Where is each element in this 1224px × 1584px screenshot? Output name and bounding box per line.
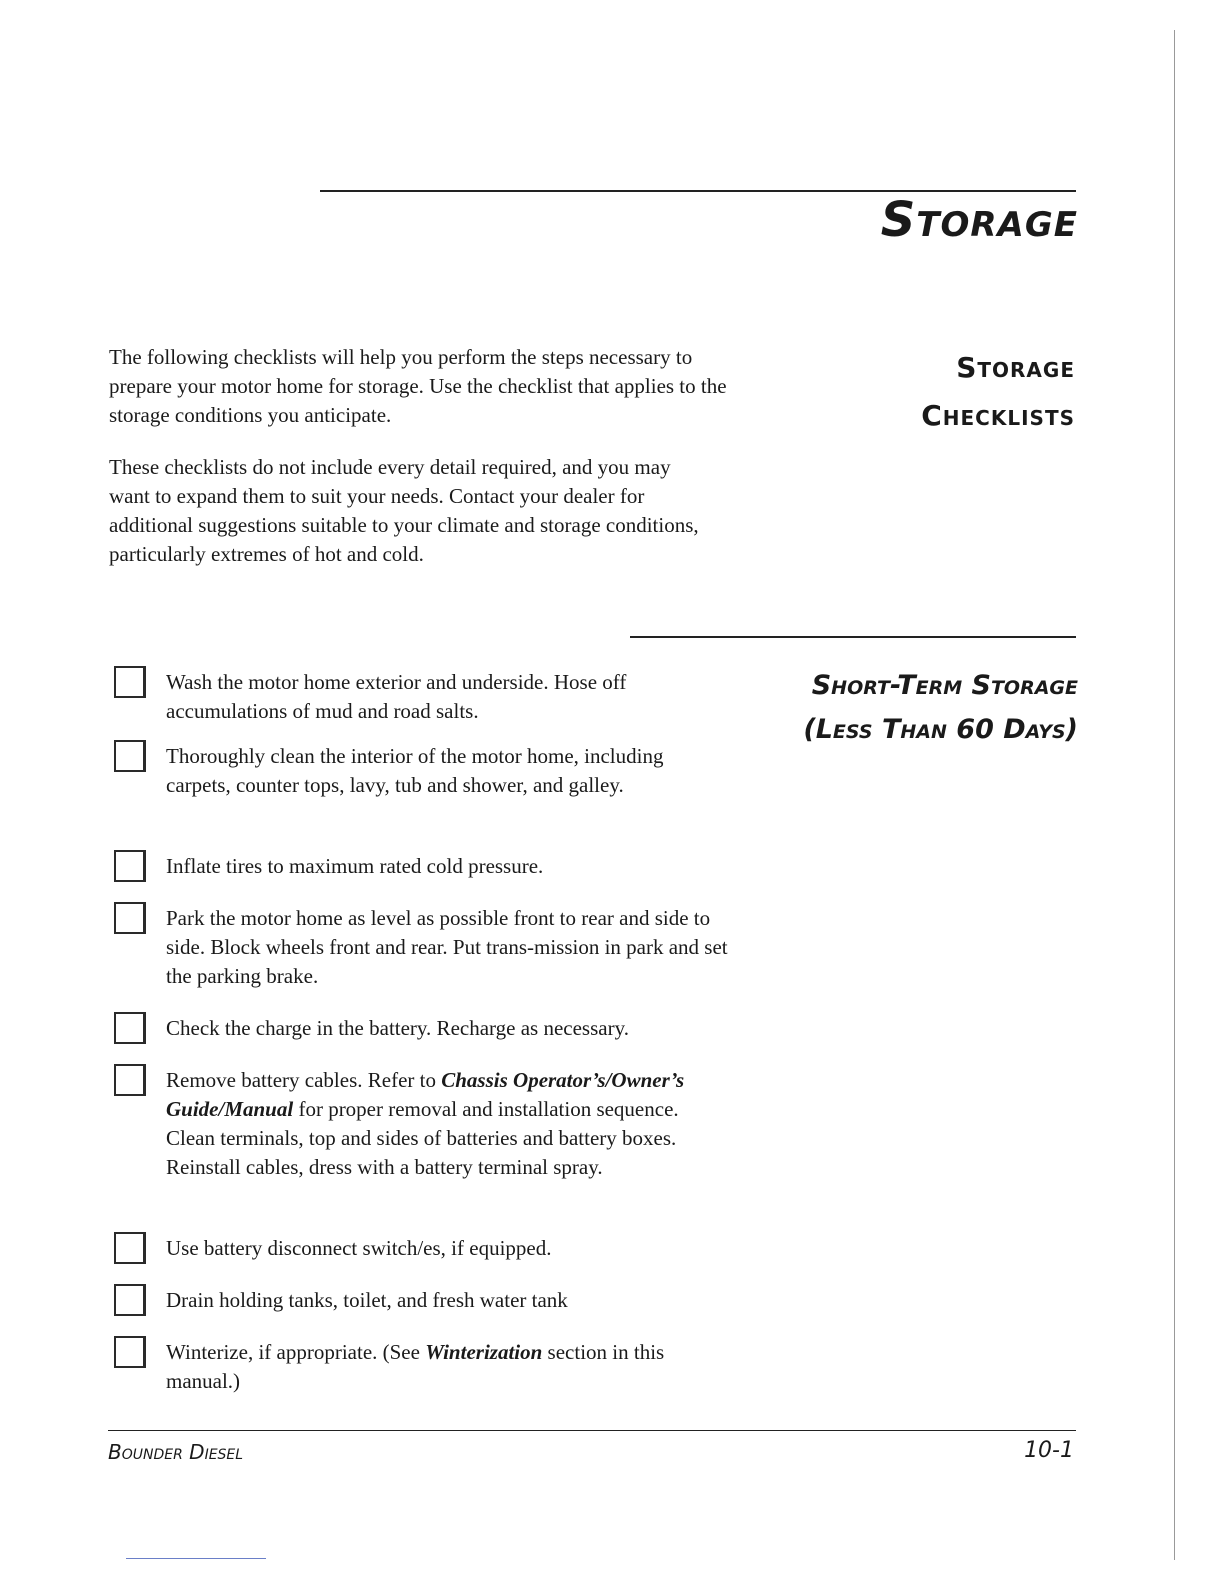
checklist-item-text: Check the charge in the battery. Recharge as necessary. (166, 1016, 629, 1040)
footer-book-title: Bounder Diesel (108, 1440, 244, 1464)
checklist-item-text: Wash the motor home exterior and underside. Hose off accumulations of mud and road salts. (166, 670, 627, 723)
checklist-item-text (166, 1338, 726, 1396)
checkbox[interactable] (114, 1064, 146, 1096)
checklist-text-before: Remove battery cables. Refer to (166, 1068, 442, 1092)
checkbox[interactable] (114, 1232, 146, 1264)
section-title-line-1: Storage (956, 351, 1075, 384)
section-title-line-2: Checklists (921, 399, 1075, 432)
section-title (921, 344, 1075, 440)
intro-paragraph-1: The following checklists will help you perform the steps necessary to prepare your motor home for storage. Use the checklist that applies to the storage conditions you anticipate. (109, 345, 727, 427)
checklist-text-after: section in this manual.) (166, 1340, 665, 1393)
checkbox[interactable] (114, 740, 146, 772)
checkbox[interactable] (114, 666, 146, 698)
checklist-item-text: Thoroughly clean the interior of the motor home, including carpets, counter tops, lavy, tub and shower, and galley. (166, 744, 664, 797)
winterization-reference: Winterization (425, 1340, 543, 1364)
footer-rule (108, 1430, 1076, 1431)
subsection-title-range: (Less Than 60 Days) (803, 714, 1078, 745)
right-edge-line (1174, 30, 1175, 1560)
chassis-guide-reference: Chassis Operator’s/Owner’s Guide/Manual (166, 1068, 685, 1121)
checkbox[interactable] (114, 1284, 146, 1316)
checkbox[interactable] (114, 1336, 146, 1368)
subsection-title-main: Short-Term Storage (811, 670, 1078, 701)
subsection-title (803, 664, 1078, 752)
checklist-item-text: Drain holding tanks, toilet, and fresh water tank (166, 1288, 568, 1312)
checklist-text-after: for proper removal and installation sequence. Clean terminals, top and sides of batteries and battery boxes. Reinstall cables, dress with a battery terminal spray. (166, 1097, 679, 1179)
checklist-item-text: Inflate tires to maximum rated cold pressure. (166, 854, 544, 878)
checklist-item-text (166, 1066, 726, 1182)
checklist-text-before: Winterize, if appropriate. (See (166, 1340, 426, 1364)
checkbox[interactable] (114, 850, 146, 882)
page-title: Storage (880, 192, 1078, 248)
checkbox[interactable] (114, 1012, 146, 1044)
footer-page-number: 10-1 (1024, 1438, 1074, 1463)
checklist-item-text: Park the motor home as level as possible front to rear and side to side. Block wheels front and rear. Put trans-mission in park and set the parking brake. (166, 906, 728, 988)
intro-paragraph-2: These checklists do not include every detail required, and you may want to expand them to suit your needs. Contact your dealer for additional suggestions suitable to your climate and storage conditions, particularly extremes of hot and cold. (109, 455, 699, 566)
checkbox[interactable] (114, 902, 146, 934)
bottom-edge-mark (126, 1558, 266, 1559)
subsection-rule (630, 636, 1076, 638)
checklist-item-text: Use battery disconnect switch/es, if equipped. (166, 1236, 552, 1260)
